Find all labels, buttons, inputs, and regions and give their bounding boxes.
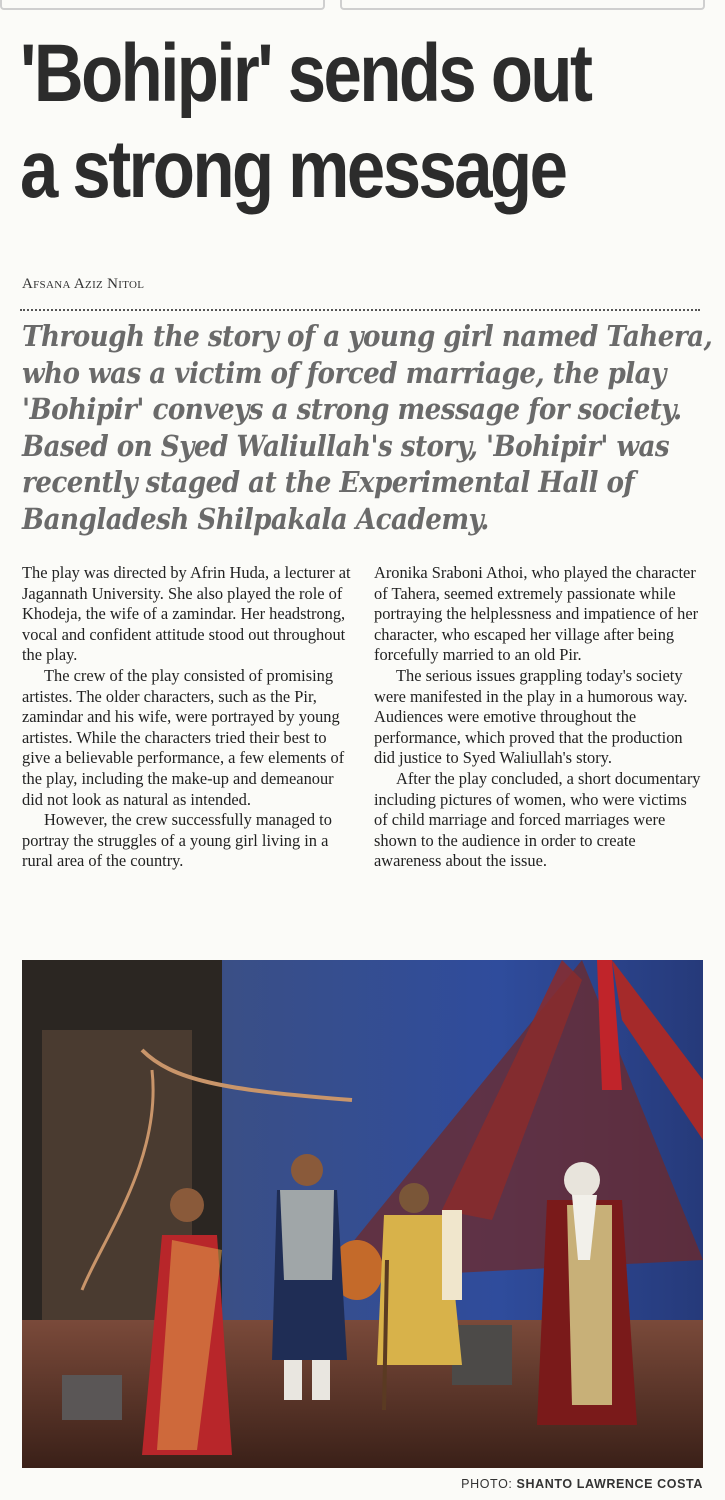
body-paragraph: The serious issues grappling today's society were manifested in the play in a humorous way. Audiences were emotive throughout the performance, which proved that the production did justice to Syed Waliullah's story.: [374, 665, 688, 768]
standfirst-line: 'Bohipir' conveys a strong message for society.: [22, 392, 682, 426]
dotted-divider: [20, 309, 700, 311]
standfirst-line: Based on Syed Waliullah's story, 'Bohipir' was: [22, 428, 670, 463]
standfirst-line: Through the story of a young girl named Tahera,: [22, 319, 713, 353]
standfirst: [22, 318, 713, 537]
byline: Afsana Aziz Nitol: [22, 276, 145, 292]
headline: [20, 26, 600, 218]
headline-line-2: a strong message: [20, 124, 566, 215]
photo-credit-label: PHOTO:: [461, 1477, 513, 1491]
body-paragraph: After the play concluded, a short documentary including pictures of women, who were victims of child marriage and forced marriages were shown to the audience in order to create awareness about the issue.: [374, 768, 701, 871]
standfirst-line: who was a victim of forced marriage, the play: [22, 355, 666, 390]
headline-line-1: 'Bohipir' sends out: [20, 28, 591, 119]
body-column-right: [374, 563, 704, 872]
standfirst-line: Bangladesh Shilpakala Academy.: [22, 501, 489, 536]
top-border-boxes: [0, 0, 725, 12]
stage-photo-illustration: [22, 960, 703, 1468]
standfirst-line: recently staged at the Experimental Hall of: [22, 465, 635, 499]
body-paragraph: The play was directed by Afrin Huda, a lecturer at Jagannath University. She also played the role of Khodeja, the wife of a zamindar. Her headstrong, vocal and confident attitude stood out throughout the play.: [22, 563, 351, 665]
photo-credit: [461, 1477, 703, 1491]
top-box-left: [0, 0, 325, 10]
actor-pir: [537, 1162, 637, 1425]
top-box-right: [340, 0, 705, 10]
body-paragraph: Aronika Sraboni Athoi, who played the character of Tahera, seemed extremely passionate while portraying the helplessness and impatience of her character, who escaped her village after being forcefully married to an old Pir.: [374, 563, 699, 665]
body-column-left: [22, 563, 352, 872]
photo-credit-name: SHANTO LAWRENCE COSTA: [516, 1477, 703, 1491]
stage-photo: [22, 960, 703, 1468]
body-paragraph: However, the crew successfully managed to portray the struggles of a young girl living in a rural area of the country.: [22, 810, 332, 871]
body-paragraph: The crew of the play consisted of promising artistes. The older characters, such as the Pir, zamindar and his wife, were portrayed by young artistes. While the characters tried their best to give a believable performance, a few elements of the play, including the make-up and demeanour did not look as natural as intended.: [22, 665, 345, 809]
